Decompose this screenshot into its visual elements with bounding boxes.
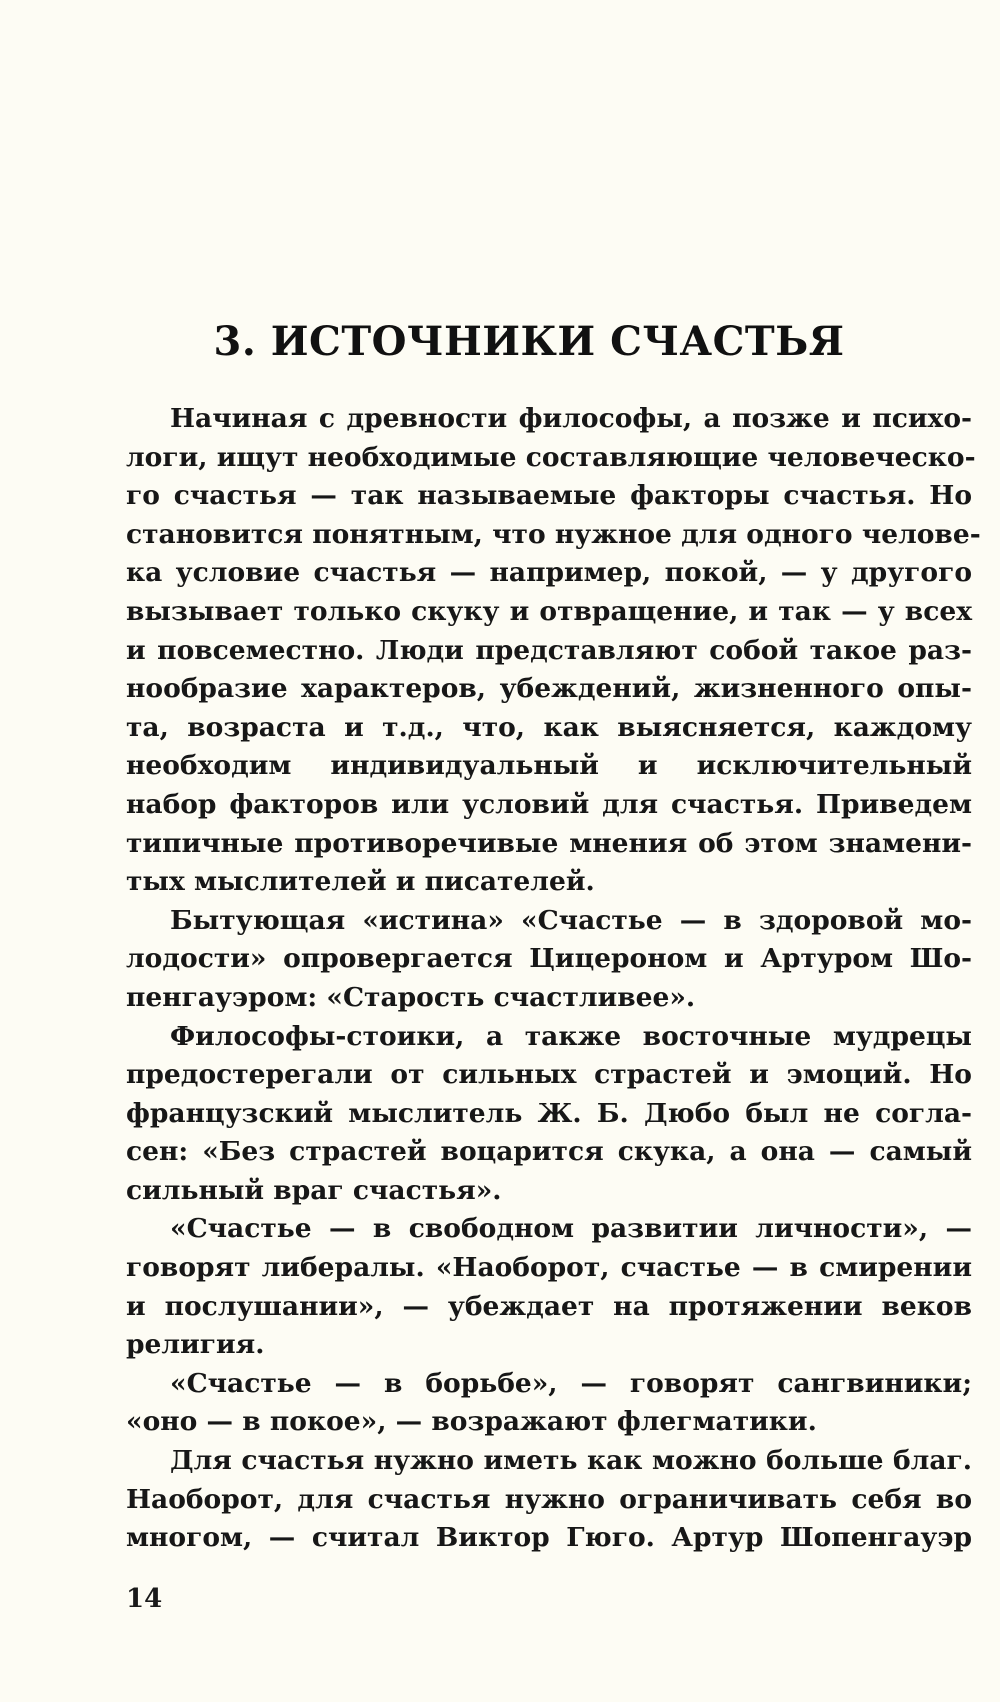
text-line: Для счастья нужно иметь как можно больше благ. bbox=[170, 1445, 972, 1477]
text-line: говорят либералы. «Наоборот, счастье — в смирении bbox=[126, 1252, 972, 1284]
text-line: Бытующая «истина» «Счастье — в здоровой мо- bbox=[170, 904, 972, 936]
text-line: «Счастье — в свободном развитии личности», — bbox=[170, 1213, 972, 1245]
paragraph bbox=[126, 1442, 972, 1558]
text-line: та, возраста и т.д., что, как выясняется, каждому bbox=[126, 711, 972, 743]
text-line: становится понятным, что нужное для одного челове- bbox=[126, 518, 981, 550]
text-line: Начиная с древности философы, а позже и психо- bbox=[170, 403, 972, 434]
paragraph bbox=[126, 400, 981, 902]
text-line: религия. bbox=[126, 1329, 265, 1361]
text-line: французский мыслитель Ж. Б. Дюбо был не согла- bbox=[126, 1097, 972, 1129]
text-line: тых мыслителей и писателей. bbox=[126, 866, 595, 898]
text-line: Наоборот, для счастья нужно ограничивать себя во bbox=[126, 1483, 972, 1515]
text-line: пенгауэром: «Старость счастливее». bbox=[126, 981, 696, 1013]
text-line: го счастья — так называемые факторы счастья. Но bbox=[126, 480, 972, 512]
text-line: сильный враг счастья». bbox=[126, 1174, 502, 1206]
paragraph bbox=[126, 1018, 972, 1211]
text-line: типичные противоречивые мнения об этом знамени- bbox=[126, 827, 972, 859]
text-line: многом, — считал Виктор Гюго. Артур Шопенгауэр bbox=[126, 1522, 972, 1554]
paragraph bbox=[126, 902, 972, 1018]
text-line: «Счастье — в борьбе», — говорят сангвиники; bbox=[170, 1367, 972, 1399]
paragraph bbox=[126, 1210, 972, 1364]
text-line: нообразие характеров, убеждений, жизненного опы- bbox=[126, 673, 972, 705]
chapter-heading: 3. ИСТОЧНИКИ СЧАСТЬЯ bbox=[213, 318, 845, 365]
text-line: и повсеместно. Люди представляют собой такое раз- bbox=[126, 634, 972, 666]
text-line: лодости» опровергается Цицероном и Артуром Шо- bbox=[126, 943, 972, 975]
text-line: набор факторов или условий для счастья. Приведем bbox=[126, 788, 972, 820]
text-line: сен: «Без страстей воцарится скука, а она — самый bbox=[126, 1136, 972, 1168]
text-line: ка условие счастья — например, покой, — у другого bbox=[126, 557, 972, 589]
body-text bbox=[126, 400, 981, 1558]
text-line: предостерегали от сильных страстей и эмоций. Но bbox=[126, 1059, 972, 1091]
paragraph bbox=[126, 1365, 972, 1442]
text-line: и послушании», — убеждает на протяжении веков bbox=[126, 1290, 972, 1322]
page-number: 14 bbox=[126, 1584, 163, 1614]
text-line: вызывает только скуку и отвращение, и так — у всех bbox=[126, 595, 972, 627]
text-line: «оно — в покое», — возражают флегматики. bbox=[126, 1406, 817, 1438]
text-line: Философы-стоики, а также восточные мудрецы bbox=[170, 1020, 972, 1052]
text-line: логи, ищут необходимые составляющие человеческо- bbox=[126, 441, 976, 473]
text-line: необходим индивидуальный и исключительный bbox=[126, 750, 972, 782]
